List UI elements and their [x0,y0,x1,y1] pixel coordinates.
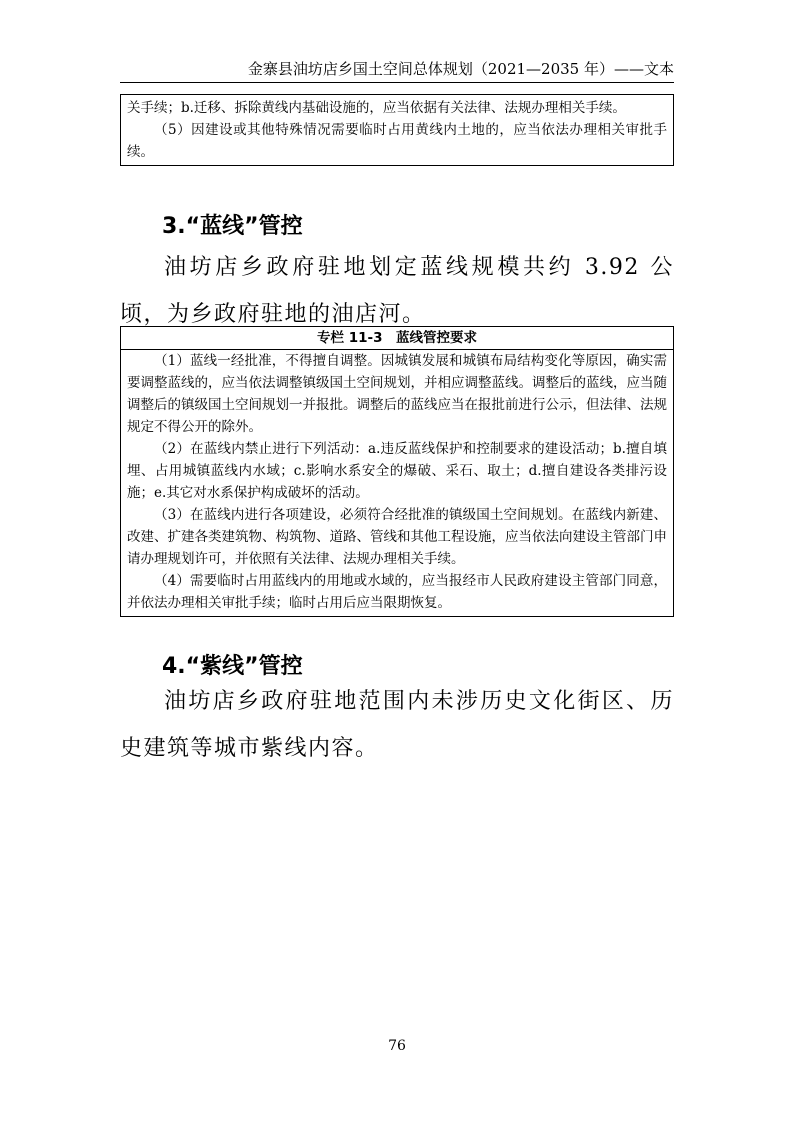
page-header: 金寨县油坊店乡国土空间总体规划（2021—2035 年）——文本 [120,58,674,83]
box2-item-1: （1）蓝线一经批准，不得擅自调整。因城镇发展和城镇布局结构变化等原因，确实需要调整蓝线的，应当依法调整镇级国土空间规划，并相应调整蓝线。调整后的蓝线，应当随调整后的镇级国土空间规划一并报批。调整后的蓝线应当在报批前进行公示，但法律、法规规定不得公开的除外。 [127,353,667,435]
blue-line-requirements-box [120,326,674,617]
box2-title: 专栏 11-3 蓝线管控要求 [121,327,673,350]
box1-line-1: 关手续；b.迁移、拆除黄线内基础设施的，应当依据有关法律、法规办理相关手续。 [127,100,626,116]
section4-heading: 4.“紫线”管控 [162,654,303,679]
box2-item-2: （2）在蓝线内禁止进行下列活动：a.违反蓝线保护和控制要求的建设活动；b.擅自填埋、占用城镇蓝线内水域；c.影响水系安全的爆破、采石、取土；d.擅自建设各类排污设施；e.其它对水系保护构成破坏的活动。 [127,441,667,501]
section4-paragraph: 油坊店乡政府驻地范围内未涉历史文化街区、历史建筑等城市紫线内容。 [120,689,674,761]
box1-line-2: （5）因建设或其他特殊情况需要临时占用黄线内土地的，应当依法办理相关审批手续。 [127,122,667,160]
yellow-line-box-continuation [120,94,674,166]
section3-heading: 3.“蓝线”管控 [162,214,303,239]
page-number: 76 [388,1038,406,1054]
box2-item-3: （3）在蓝线内进行各项建设，必须符合经批准的镇级国土空间规划。在蓝线内新建、改建、扩建各类建筑物、构筑物、道路、管线和其他工程设施，应当依法向建设主管部门申请办理规划许可，并依照有关法律、法规办理相关手续。 [127,507,667,567]
box2-item-4: （4）需要临时占用蓝线内的用地或水域的，应当报经市人民政府建设主管部门同意，并依法办理相关审批手续；临时占用后应当限期恢复。 [127,573,667,611]
section3-paragraph: 油坊店乡政府驻地划定蓝线规模共约 3.92 公顷，为乡政府驻地的油店河。 [120,255,674,327]
